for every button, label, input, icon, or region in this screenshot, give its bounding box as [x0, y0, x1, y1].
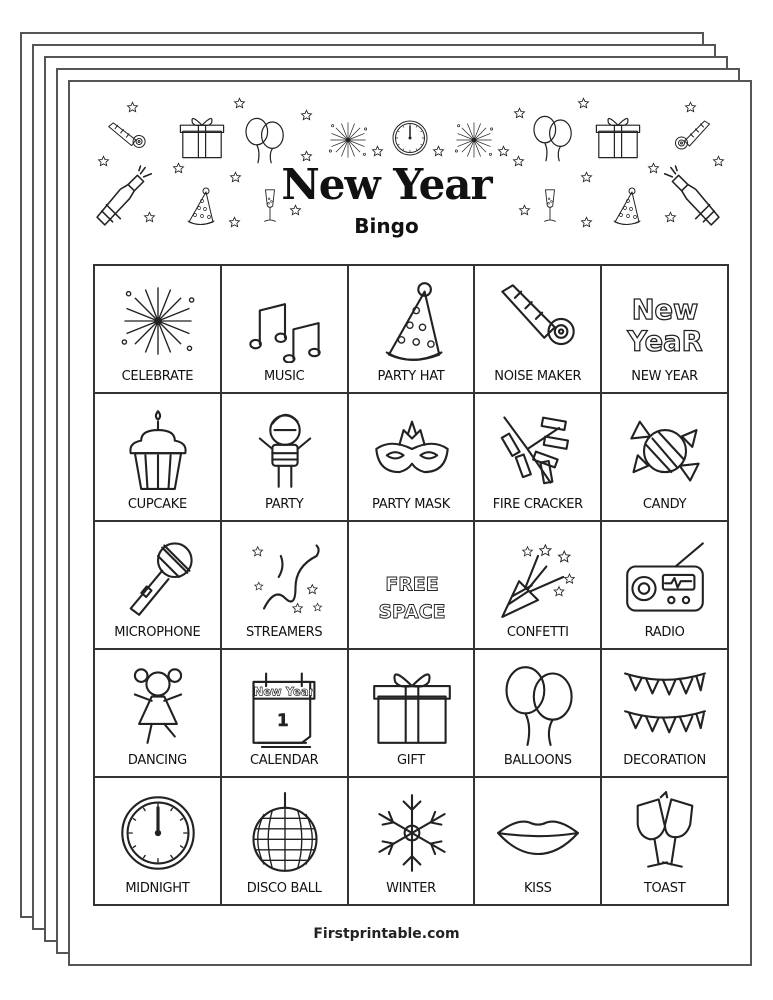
- cell-label: NEW YEAR: [631, 369, 698, 384]
- cell-label: PARTY: [265, 497, 304, 512]
- cell-label: DISCO BALL: [246, 881, 322, 896]
- bingo-cell-candy[interactable]: [601, 393, 728, 521]
- balloons-icon: [534, 116, 571, 160]
- gift-icon: [180, 119, 223, 158]
- cell-label: CALENDAR: [249, 753, 319, 768]
- cell-label: MICROPHONE: [114, 625, 201, 640]
- bingo-cell-fire-cracker[interactable]: [474, 393, 601, 521]
- bingo-cell-kiss[interactable]: [474, 777, 601, 905]
- bingo-cell-new-year[interactable]: [601, 265, 728, 393]
- cell-art-text: New Year: [253, 684, 315, 699]
- cell-label: NOISE MAKER: [494, 369, 582, 384]
- radio-icon: [623, 530, 707, 624]
- cell-label: GIFT: [397, 753, 425, 768]
- mask-icon: [370, 402, 454, 496]
- header-decorations: [0, 0, 773, 250]
- dancer-icon: [116, 658, 200, 752]
- bingo-cell-noise-maker[interactable]: [474, 265, 601, 393]
- bunting-icon: [623, 658, 707, 752]
- cell-art-text: YeaR: [627, 326, 703, 358]
- streamers-icon: [243, 530, 327, 624]
- bingo-cell-cupcake[interactable]: [94, 393, 221, 521]
- lips-icon: [496, 786, 580, 880]
- cell-label: CONFETTI: [506, 625, 569, 640]
- bingo-cell-calendar[interactable]: [221, 649, 348, 777]
- free-space-icon: [370, 550, 454, 644]
- bingo-cell-gift[interactable]: [348, 649, 475, 777]
- gift-icon: [596, 119, 639, 158]
- clock-icon: [116, 786, 200, 880]
- cell-label: CUPCAKE: [127, 497, 187, 512]
- toast-icon: [623, 786, 707, 880]
- bingo-cell-microphone[interactable]: [94, 521, 221, 649]
- balloons-icon: [496, 658, 580, 752]
- cupcake-icon: [116, 402, 200, 496]
- cell-label: PARTY HAT: [377, 369, 445, 384]
- bingo-cell-winter[interactable]: [348, 777, 475, 905]
- gift-icon: [370, 658, 454, 752]
- cell-label: CANDY: [642, 497, 687, 512]
- cell-label: MIDNIGHT: [125, 881, 190, 896]
- cell-label: FIRE CRACKER: [492, 497, 583, 512]
- microphone-icon: [116, 530, 200, 624]
- footer-site: Firstprintable.com: [313, 926, 460, 942]
- party-kid-icon: [243, 402, 327, 496]
- snowflake-icon: [370, 786, 454, 880]
- cell-label: DANCING: [127, 753, 187, 768]
- cell-label: RADIO: [644, 625, 685, 640]
- fireworks-icon: [329, 122, 366, 157]
- noise-maker-icon: [496, 274, 580, 368]
- party-hat-icon: [370, 274, 454, 368]
- cell-label: PARTY MASK: [372, 497, 450, 512]
- bingo-cell-confetti[interactable]: [474, 521, 601, 649]
- cell-art-text: SPACE: [378, 601, 446, 623]
- disco-ball-icon: [243, 786, 327, 880]
- bingo-cell-party-hat[interactable]: [348, 265, 475, 393]
- bingo-cell-disco-ball[interactable]: [221, 777, 348, 905]
- bingo-cell-decoration[interactable]: [601, 649, 728, 777]
- cell-label: CELEBRATE: [121, 369, 194, 384]
- bingo-cell-free-space[interactable]: [348, 521, 475, 649]
- clock-icon: [393, 121, 427, 155]
- bingo-cell-streamers[interactable]: [221, 521, 348, 649]
- fireworks-icon: [455, 122, 492, 157]
- bingo-cell-balloons[interactable]: [474, 649, 601, 777]
- cell-art-text: New: [631, 294, 699, 326]
- cell-label: DECORATION: [623, 753, 706, 768]
- balloons-icon: [246, 118, 283, 162]
- page-subtitle: Bingo: [354, 214, 419, 238]
- bingo-cell-midnight[interactable]: [94, 777, 221, 905]
- bingo-cell-dancing[interactable]: [94, 649, 221, 777]
- new-year-text-icon: [623, 274, 707, 368]
- bingo-cell-toast[interactable]: [601, 777, 728, 905]
- cell-label: WINTER: [386, 881, 436, 896]
- candy-icon: [623, 402, 707, 496]
- bingo-cell-celebrate[interactable]: [94, 265, 221, 393]
- music-notes-icon: [243, 274, 327, 368]
- bingo-cell-party-mask[interactable]: [348, 393, 475, 521]
- bingo-cell-radio[interactable]: [601, 521, 728, 649]
- noise-maker-icon: [108, 119, 146, 151]
- bingo-cell-music[interactable]: [221, 265, 348, 393]
- cell-label: KISS: [523, 881, 552, 896]
- bingo-cell-party[interactable]: [221, 393, 348, 521]
- cell-label: MUSIC: [263, 369, 305, 384]
- cell-art-text: 1: [276, 710, 289, 730]
- page-title: New Year: [281, 160, 492, 209]
- cell-label: BALLOONS: [503, 753, 572, 768]
- calendar-icon: [243, 658, 327, 752]
- cell-label: TOAST: [643, 881, 686, 896]
- bingo-grid: [93, 264, 729, 906]
- cell-label: STREAMERS: [246, 625, 323, 640]
- cell-art-text: FREE: [384, 573, 439, 596]
- firecracker-icon: [496, 402, 580, 496]
- fireworks-icon: [116, 274, 200, 368]
- confetti-icon: [496, 530, 580, 624]
- noise-maker-icon: [676, 121, 710, 149]
